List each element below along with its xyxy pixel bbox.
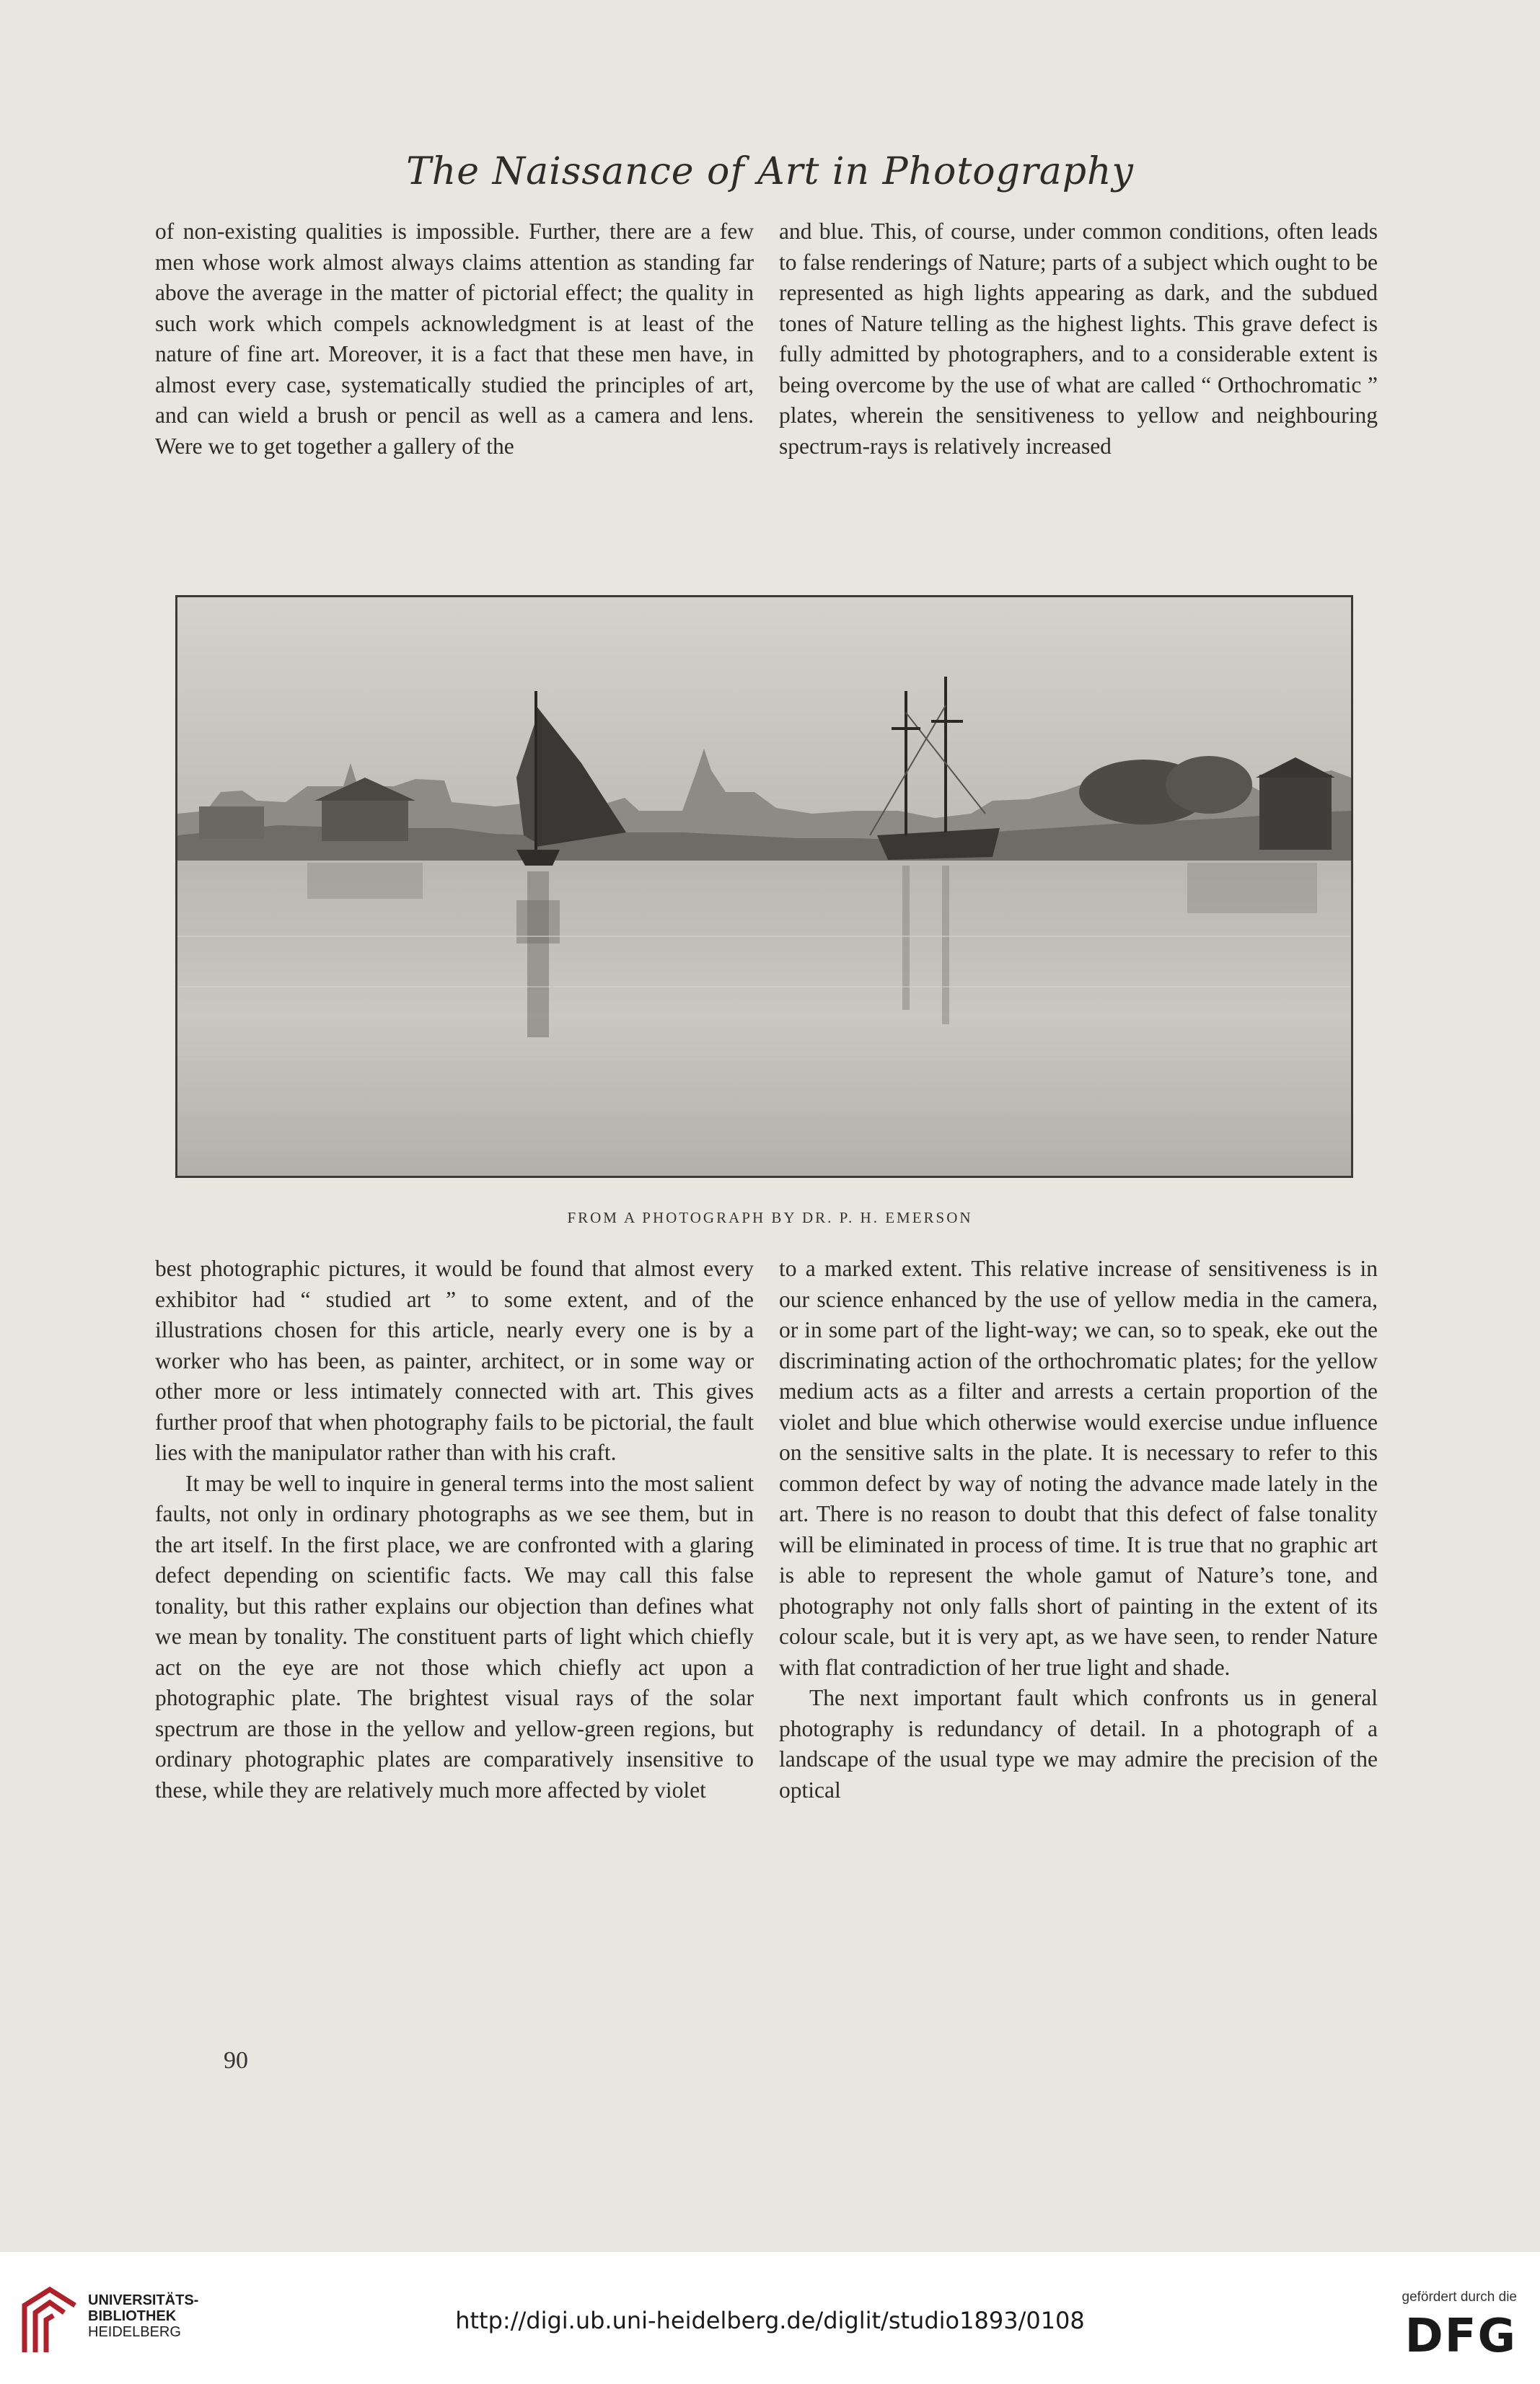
column-bottom-right <box>779 1254 1378 2065</box>
library-line: UNIVERSITÄTS- <box>88 2292 199 2308</box>
paragraph: It may be well to inquire in general terms into the most salient faults, not only in ordinary photographs as we see them, but in the art itself. In the first place, we are confronted with a glaring defect depending on scientific facts. We may call this false tonality, but this rather explains our objection than defines what we mean by tonality. The constituent parts of light which chiefly act on the eye are not those which chiefly act upon a photographic plate. The brightest visual rays of the solar spectrum are those in the yellow and yellow-green regions, but ordinary photographic plates are comparatively insensitive to these, while they are relatively much more affected by violet <box>155 1470 754 1803</box>
harbour-photograph <box>175 595 1353 1178</box>
digitization-footer <box>0 2252 1540 2384</box>
library-line: BIBLIOTHEK <box>88 2308 177 2324</box>
column-bottom-left <box>155 1254 754 2065</box>
column-top-right <box>779 216 1378 563</box>
running-head: The Naissance of Art in Photography <box>406 150 1134 193</box>
column-top-left <box>155 216 754 563</box>
paragraph: best photographic pictures, it would be found that almost every exhibitor had “ studied art ” to some extent, and of the illustrations chosen for this article, nearly every one is by a worker who has been, as painter, architect, or in some way or other more or less intimately connected with art. This gives further proof that when photography fails to be pictorial, the fault lies with the manipulator rather than with his craft. <box>155 1256 754 1465</box>
source-url-link[interactable]: http://digi.ub.uni-heidelberg.de/diglit/studio1893/0108 <box>455 2307 1085 2334</box>
dfg-logo: DFG <box>1404 2310 1517 2363</box>
funded-by-label: gefördert durch die <box>1402 2290 1517 2305</box>
paragraph: of non-existing qualities is impossible. Further, there are a few men whose work almost always claims attention as standing far above the average in the matter of pictorial effect; the quality in such work which compels acknowledgment is at least of the nature of fine art. Moreover, it is a fact that these men have, in almost every case, systematically studied the principles of art, and can wield a brush or pencil as well as a camera and lens. Were we to get together a gallery of the <box>155 219 754 459</box>
library-line: HEIDELBERG <box>88 2324 181 2340</box>
paragraph: to a marked extent. This relative increase of sensitiveness is in our science enhanced by the use of yellow media in the camera, or in some part of the light-way; we can, so to speak, eke out the discriminating action of the orthochromatic plates; for the yellow medium acts as a filter and arrests a certain proportion of the violet and blue which otherwise would exercise undue influence on the sensitive salts in the plate. It is necessary to refer to this common defect by way of noting the advance made lately in the art. There is no reason to doubt that this defect of false tonality will be eliminated in process of time. It is true that no graphic art is able to represent the whole gamut of Nature’s tone, and photography not only falls short of painting in the extent of its colour scale, but it is very apt, as we have seen, to render Nature with flat contradiction of her true light and shade. <box>779 1256 1378 1680</box>
paragraph: and blue. This, of course, under common conditions, often leads to false renderings of Nature; parts of a subject which ought to be represented as high lights appearing as dark, and the subdued tones of Nature telling as the highest lights. This grave defect is fully admitted by photographers, and to a considerable extent is being overcome by the use of what are called “ Orthochromatic ” plates, wherein the sensitiveness to yellow and neighbouring spectrum-rays is relatively increased <box>779 219 1378 459</box>
paragraph: The next important fault which confronts us in general photography is redundancy of detail. In a photograph of a landscape of the usual type we may admire the precision of the optical <box>779 1685 1378 1803</box>
photo-caption: FROM A PHOTOGRAPH BY DR. P. H. EMERSON <box>567 1209 973 1226</box>
page-number: 90 <box>224 2047 248 2074</box>
